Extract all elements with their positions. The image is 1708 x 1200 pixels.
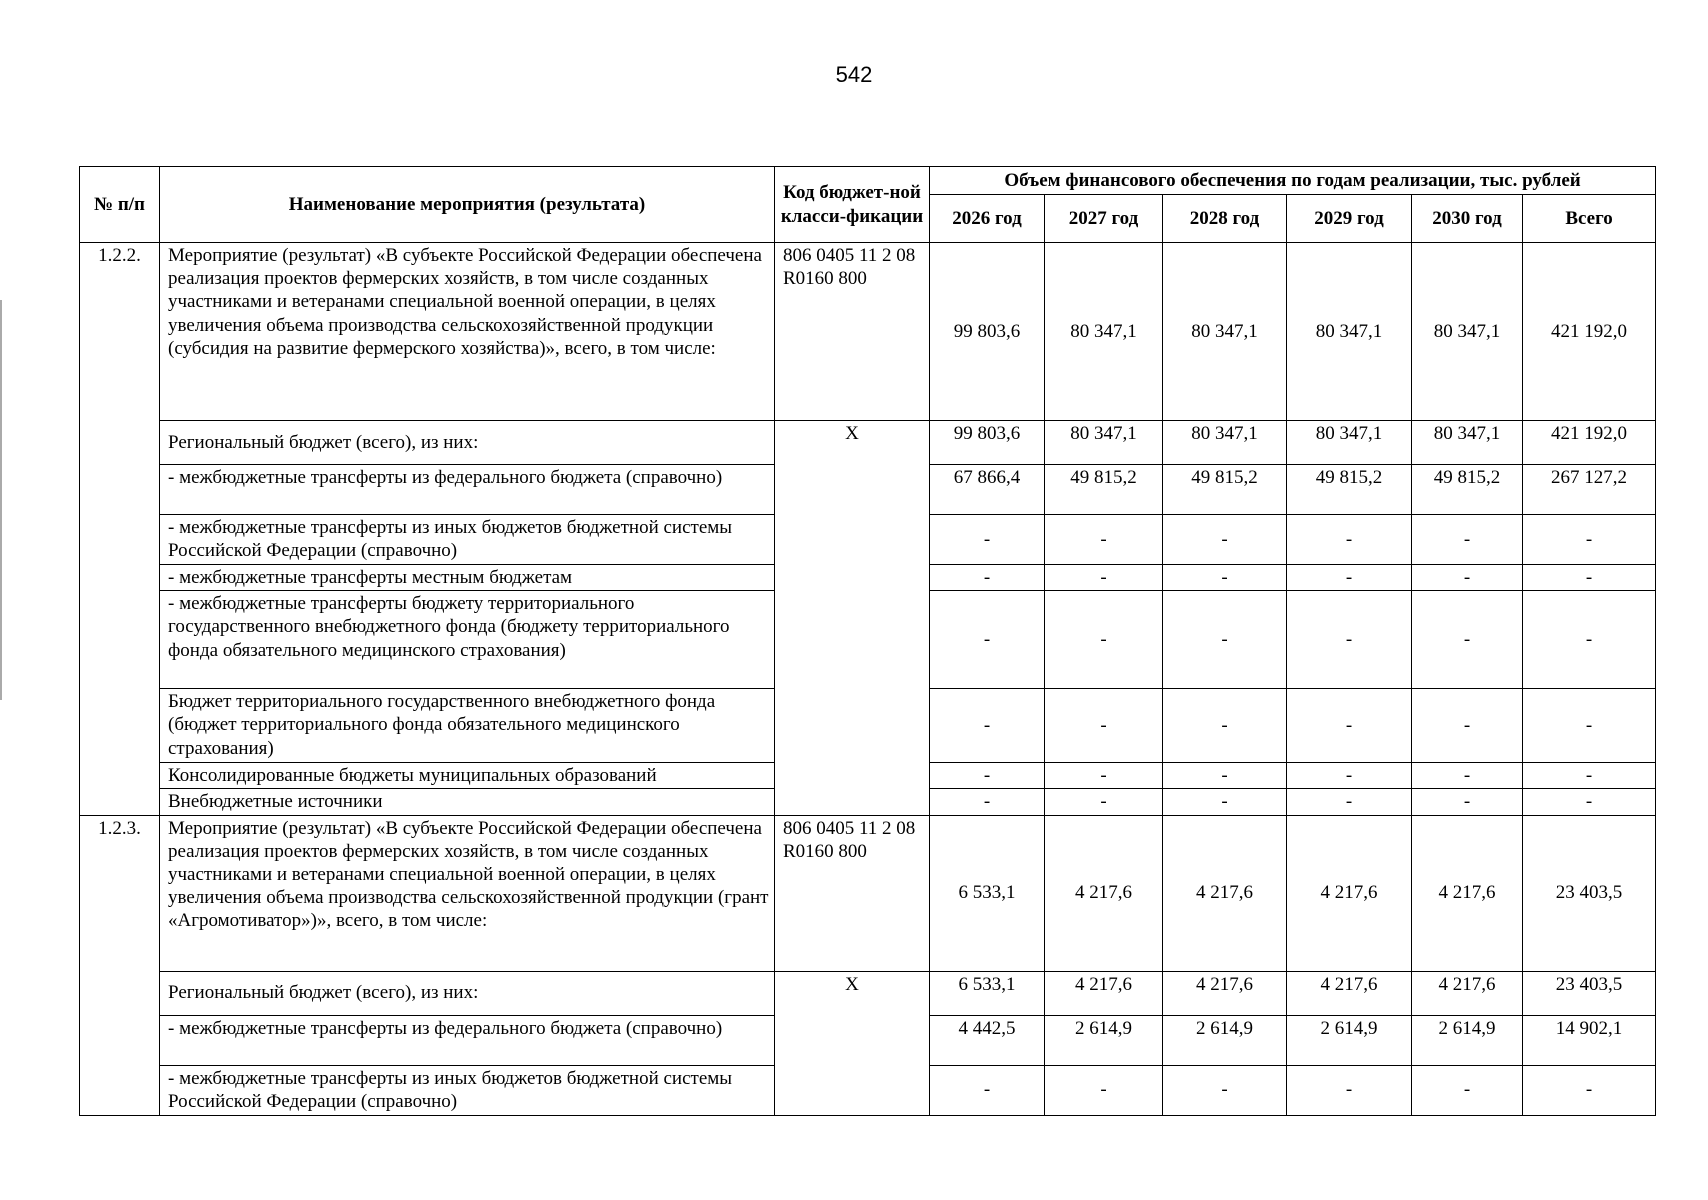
value-cell: -: [1287, 789, 1412, 815]
header-code: Код бюджет-ной класси-фикации: [775, 167, 930, 243]
value-cell: -: [930, 591, 1045, 689]
value-cell: 4 217,6: [1163, 971, 1287, 1015]
value-cell: -: [1523, 789, 1656, 815]
value-cell: -: [1045, 789, 1163, 815]
value-cell: 80 347,1: [1412, 421, 1523, 465]
value-cell: 80 347,1: [1287, 421, 1412, 465]
value-cell: -: [1045, 515, 1163, 565]
row-name: Консолидированные бюджеты муниципальных образований: [160, 763, 775, 789]
value-cell: 49 815,2: [1287, 465, 1412, 515]
value-cell: 421 192,0: [1523, 243, 1656, 421]
header-num: № п/п: [80, 167, 160, 243]
value-cell: 80 347,1: [1045, 243, 1163, 421]
value-cell: -: [930, 789, 1045, 815]
value-cell: 49 815,2: [1163, 465, 1287, 515]
budget-code: 806 0405 11 2 08 R0160 800: [775, 243, 930, 421]
value-cell: 2 614,9: [1287, 1015, 1412, 1065]
value-cell: -: [1523, 515, 1656, 565]
value-cell: 6 533,1: [930, 971, 1045, 1015]
table-row: [80, 421, 1656, 465]
value-cell: -: [1045, 763, 1163, 789]
value-cell: -: [1523, 1065, 1656, 1115]
header-year: 2030 год: [1412, 195, 1523, 243]
value-cell: -: [1523, 689, 1656, 763]
table-row: [80, 815, 1656, 971]
value-cell: 80 347,1: [1163, 421, 1287, 465]
value-cell: -: [1287, 591, 1412, 689]
value-cell: -: [1163, 515, 1287, 565]
header-year: 2027 год: [1045, 195, 1163, 243]
value-cell: -: [1412, 515, 1523, 565]
row-name: - межбюджетные трансферты из иных бюджетов бюджетной системы Российской Федерации (справочно): [160, 1065, 775, 1115]
value-cell: -: [930, 689, 1045, 763]
value-cell: 80 347,1: [1287, 243, 1412, 421]
value-cell: -: [1287, 689, 1412, 763]
value-cell: -: [1045, 565, 1163, 591]
value-cell: -: [1163, 1065, 1287, 1115]
row-name: Региональный бюджет (всего), из них:: [160, 421, 775, 465]
page-number: 542: [835, 62, 873, 87]
value-cell: 267 127,2: [1523, 465, 1656, 515]
header-name: Наименование мероприятия (результата): [160, 167, 775, 243]
value-cell: -: [1287, 565, 1412, 591]
row-name: Региональный бюджет (всего), из них:: [160, 971, 775, 1015]
header-year: 2026 год: [930, 195, 1045, 243]
value-cell: -: [1163, 789, 1287, 815]
value-cell: 2 614,9: [1163, 1015, 1287, 1065]
value-cell: -: [1523, 763, 1656, 789]
scan-edge-mark: [0, 300, 2, 700]
value-cell: -: [1412, 1065, 1523, 1115]
value-cell: 4 217,6: [1412, 815, 1523, 971]
table-row: [80, 243, 1656, 421]
budget-code: X: [775, 971, 930, 1115]
value-cell: -: [930, 763, 1045, 789]
value-cell: -: [1412, 689, 1523, 763]
budget-code: 806 0405 11 2 08 R0160 800: [775, 815, 930, 971]
value-cell: 99 803,6: [930, 421, 1045, 465]
row-name: - межбюджетные трансферты из федерального бюджета (справочно): [160, 1015, 775, 1065]
value-cell: -: [1287, 1065, 1412, 1115]
value-cell: 49 815,2: [1412, 465, 1523, 515]
value-cell: -: [1412, 763, 1523, 789]
value-cell: 4 217,6: [1412, 971, 1523, 1015]
value-cell: -: [1412, 565, 1523, 591]
value-cell: 49 815,2: [1045, 465, 1163, 515]
value-cell: 4 217,6: [1045, 971, 1163, 1015]
value-cell: 2 614,9: [1045, 1015, 1163, 1065]
row-name: - межбюджетные трансферты бюджету территориального государственного внебюджетного фонда (бюджету территориального фонда обязательного медицинского страхования): [160, 591, 775, 689]
value-cell: 421 192,0: [1523, 421, 1656, 465]
value-cell: 80 347,1: [1163, 243, 1287, 421]
value-cell: -: [1163, 565, 1287, 591]
row-name: - межбюджетные трансферты из иных бюджетов бюджетной системы Российской Федерации (справочно): [160, 515, 775, 565]
table-row: [80, 971, 1656, 1015]
funding-table: [79, 166, 1656, 1116]
value-cell: -: [1287, 515, 1412, 565]
value-cell: 4 217,6: [1287, 815, 1412, 971]
value-cell: -: [930, 515, 1045, 565]
event-name: Мероприятие (результат) «В субъекте Российской Федерации обеспечена реализация проектов фермерских хозяйств, в том числе созданных участниками и ветеранами специальной военной операции, в целях увеличения объема производства сельскохозяйственной продукции (субсидия на развитие фермерского хозяйства)», всего, в том числе:: [160, 243, 775, 421]
value-cell: 4 217,6: [1287, 971, 1412, 1015]
value-cell: 2 614,9: [1412, 1015, 1523, 1065]
value-cell: 4 217,6: [1163, 815, 1287, 971]
budget-code: X: [775, 421, 930, 816]
value-cell: -: [1412, 789, 1523, 815]
value-cell: -: [1163, 591, 1287, 689]
header-total: Всего: [1523, 195, 1656, 243]
value-cell: -: [1412, 591, 1523, 689]
row-name: Бюджет территориального государственного внебюджетного фонда (бюджет территориального фонда обязательного медицинского страхования): [160, 689, 775, 763]
value-cell: -: [1045, 689, 1163, 763]
value-cell: -: [1045, 591, 1163, 689]
value-cell: 14 902,1: [1523, 1015, 1656, 1065]
event-name: Мероприятие (результат) «В субъекте Российской Федерации обеспечена реализация проектов фермерских хозяйств, в том числе созданных участниками и ветеранами специальной военной операции, в целях увеличения объема производства сельскохозяйственной продукции (грант «Агромотиватор»)», всего, в том числе:: [160, 815, 775, 971]
value-cell: 4 217,6: [1045, 815, 1163, 971]
row-name: - межбюджетные трансферты местным бюджетам: [160, 565, 775, 591]
value-cell: -: [1163, 763, 1287, 789]
value-cell: 23 403,5: [1523, 815, 1656, 971]
value-cell: 67 866,4: [930, 465, 1045, 515]
value-cell: -: [1523, 565, 1656, 591]
value-cell: -: [1523, 591, 1656, 689]
row-name: - межбюджетные трансферты из федерального бюджета (справочно): [160, 465, 775, 515]
value-cell: 99 803,6: [930, 243, 1045, 421]
value-cell: -: [1287, 763, 1412, 789]
value-cell: 80 347,1: [1045, 421, 1163, 465]
value-cell: -: [930, 565, 1045, 591]
value-cell: -: [930, 1065, 1045, 1115]
value-cell: 80 347,1: [1412, 243, 1523, 421]
row-number: 1.2.3.: [80, 815, 160, 1115]
value-cell: 4 442,5: [930, 1015, 1045, 1065]
value-cell: 6 533,1: [930, 815, 1045, 971]
header-funding-group: Объем финансового обеспечения по годам реализации, тыс. рублей: [930, 167, 1656, 195]
value-cell: 23 403,5: [1523, 971, 1656, 1015]
row-name: Внебюджетные источники: [160, 789, 775, 815]
value-cell: -: [1045, 1065, 1163, 1115]
header-year: 2029 год: [1287, 195, 1412, 243]
header-year: 2028 год: [1163, 195, 1287, 243]
value-cell: -: [1163, 689, 1287, 763]
row-number: 1.2.2.: [80, 243, 160, 816]
